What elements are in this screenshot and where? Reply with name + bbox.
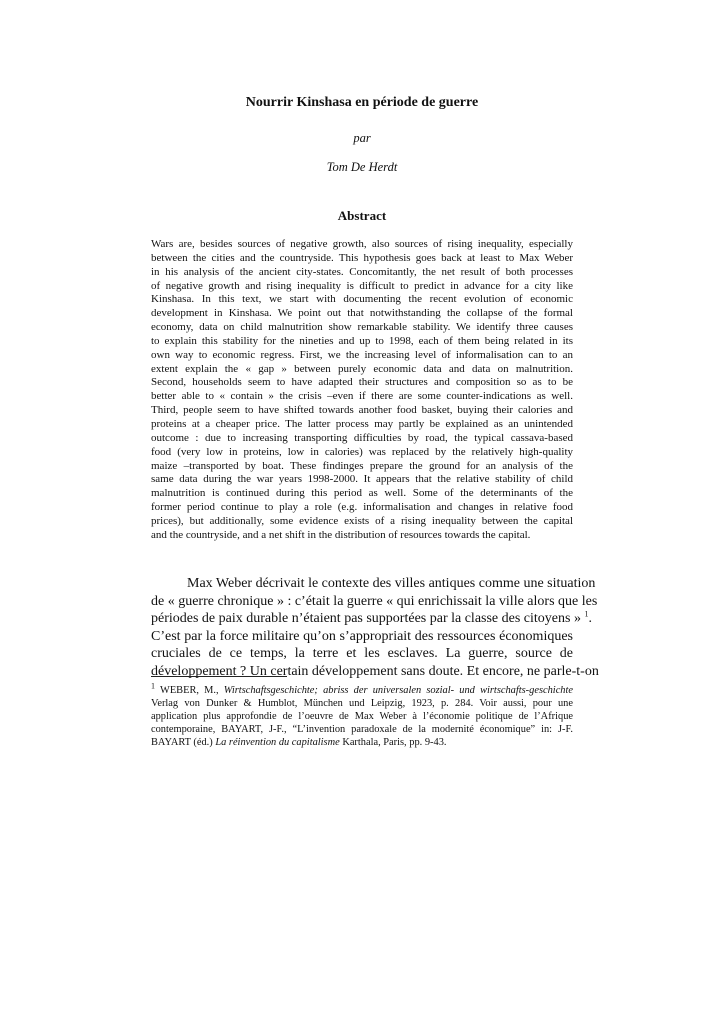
abstract-line: maize –transported by boat. These findinges prepare the ground for an analysis of the <box>151 459 573 472</box>
abstract-line: Kinshasa. In this text, we start with documenting the recent evolution of economic <box>151 293 573 306</box>
abstract-line: Wars are, besides sources of negative growth, also sources of rising inequality, especially <box>151 238 573 250</box>
footnote-author: WEBER, M., <box>155 685 224 696</box>
abstract-heading: Abstract <box>337 208 387 223</box>
abstract-line: proteins at a cheaper price. The latter process may partly be explained as an unintended <box>151 417 573 430</box>
abstract-line: extent explain the « gap » between purely economic data and data on malnutrition. <box>151 362 573 375</box>
body-line: cruciales de ce temps, la terre et les esclaves. La guerre, source de <box>151 646 573 662</box>
footnote <box>151 681 573 749</box>
abstract-line: prices), but additionally, some evidence exists of a rising inequality between the capital <box>151 514 573 527</box>
body-paragraph <box>151 575 599 681</box>
abstract-line: Third, people seem to have shifted towards another food basket, buying their calories and <box>151 404 573 417</box>
paper-title: Nourrir Kinshasa en période de guerre <box>245 95 479 110</box>
abstract-line: and the countryside, and a net shift in the distribution of resources towards the capital. <box>151 528 531 541</box>
footnote-line: Verlag von Dunker & Humblot, München und Leipzig, 1923, p. 284. Voir aussi, pour une <box>151 698 573 709</box>
abstract-line: in his analysis of the ancient city-states. Concomitantly, the net result of both processes <box>151 265 573 278</box>
abstract-text <box>151 238 573 543</box>
abstract-line: economy, data on child malnutrition show remarkable stability. We identify three causes <box>151 321 573 334</box>
footnote-line <box>151 681 573 697</box>
footnote-number: 1 <box>151 681 155 691</box>
footnote-divider <box>151 676 287 677</box>
abstract-line: malnutrition is continued during this period as well. Some of the determinants of the <box>151 487 573 500</box>
abstract-line: own way to economic regress. First, we the increasing level of informalisation can to an <box>151 348 573 361</box>
footnote-editor: BAYART (éd.) <box>151 737 216 748</box>
abstract-line: outcome : due to increasing transporting difficulties by road, the typical cassava-based <box>151 431 573 444</box>
footnote-publisher: Karthala, Paris, pp. 9-43. <box>339 737 447 748</box>
author-name: Tom De Herdt <box>326 160 398 174</box>
body-line <box>151 609 592 628</box>
footnote-line: contemporaine, BAYART, J-F., “L’invention paradoxale de la modernité économique” in: J-F. <box>151 724 573 735</box>
body-line: Max Weber décrivait le contexte des villes antiques comme une situation <box>187 576 596 591</box>
abstract-line: between the cities and the countryside. This hypothesis goes back at least to Max Weber <box>151 251 573 264</box>
body-line: de « guerre chronique » : c’était la guerre « qui enrichissait la ville alors que les <box>151 593 598 609</box>
footnote-line: application plus approfondie de l’oeuvre de Max Weber à l’économie politique de l’Afrique <box>151 711 573 722</box>
footnote-line <box>151 736 573 749</box>
by-label: par <box>353 131 371 145</box>
abstract-line: of negative growth and rising inequality is difficult to predict in advance for a city like <box>151 279 573 292</box>
body-line-text: périodes de paix durable n’étaient pas supportées par la classe des citoyens » <box>151 611 581 627</box>
footnote-reference[interactable]: 1 <box>584 609 589 619</box>
abstract-line: Second, households seem to have adapted their structures and composition so as to be <box>151 376 573 389</box>
abstract-line: former period continue to play a role (e.g. informalisation and changes in relative food <box>151 501 573 514</box>
abstract-line: same data during the war years 1998-2000. It appears that the relative stability of child <box>151 473 573 486</box>
body-line-punct: . <box>588 611 592 627</box>
footnote-book-title: La réinvention du capitalisme <box>215 737 340 748</box>
abstract-line: development in Kinshasa. We point out that notwithstanding the collapse of the formal <box>151 307 573 320</box>
abstract-line: to explain this stability for the nineties and up to 1998, each of them being related in its <box>151 334 573 347</box>
abstract-line: better able to « contain » the crisis –even if there are some counter-indications as well. <box>151 390 573 403</box>
footnote-work-title: Wirtschaftsgeschichte; abriss der universalen sozial- und wirtschafts-geschichte <box>223 685 573 696</box>
body-line: développement ? Un certain développement sans doute. Et encore, ne parle-t-on <box>151 663 599 679</box>
body-line: C’est par la force militaire qu’on s’appropriait des ressources économiques <box>151 628 573 644</box>
abstract-line: food (very low in proteins, low in calories) was replaced by the relatively high-quality <box>151 445 573 458</box>
